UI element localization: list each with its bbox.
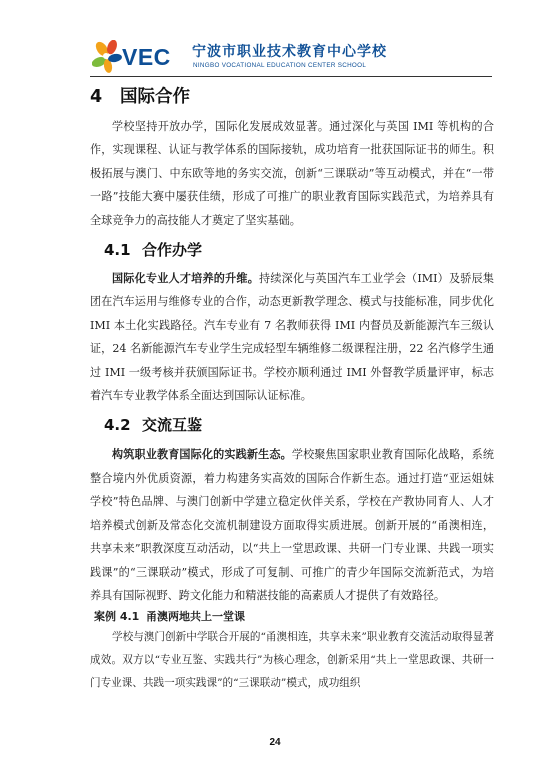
subsection-4-1-paragraph [90, 267, 494, 407]
paragraph-body: 持续深化与英国汽车工业学会（IMI）及骄辰集团在汽车运用与维修专业的合作，动态更新教学理念、模式与技能标准，同步优化 IMI 本土化实践路径。汽车专业有 7 名教师获得 IMI 内督员及新能源汽车三级认证，24 名新能源汽车专业学生完成轻型车辆维修二级课程注册，22 名汽修学生通过 IMI 一级考核并获颁国际证书。学校亦顺利通过 IMI 外督教学质量评审，标志着汽车专业教学体系全面达到国际认证标准。 [90, 272, 494, 403]
case-paragraph: 学校与澳门创新中学联合开展的“甬澳相连，共享未来”职业教育交流活动取得显著成效。双方以“专业互鉴、实践共行”为核心理念，创新采用“共上一堂思政课、共研一门专业课、共践一项实践课”的“三课联动”模式，成功组织 [90, 631, 494, 690]
logo-text: VEC [122, 44, 171, 70]
subsection-heading-4-1 [90, 240, 494, 260]
page-content [90, 84, 494, 695]
header-divider [90, 76, 492, 77]
subsection-4-2-paragraph [90, 443, 494, 607]
paragraph-body: 学校聚焦国家职业教育国际化战略，系统整合境内外优质资源，着力构建务实高效的国际合作新生态。通过打造“亚运姐妹学校”特色品牌、与澳门创新中学建立稳定伙伴关系，学校在产教协同育人、人才培养模式创新及常态化交流机制建设方面取得实质进展。创新开展的“甬澳相连，共享未来”职教深度互动活动，以“共上一堂思政课、共研一门专业课、共践一项实践课”的“三课联动”模式，形成了可复制、可推广的青少年国际交流新范式，为培养具有国际视野、跨文化能力和精湛技能的高素质人才提供了有效路径。 [90, 448, 494, 602]
case-number: 案例 4.1 [94, 610, 140, 624]
subsection-title: 合作办学 [142, 241, 203, 260]
subsection-number: 4.1 [104, 241, 131, 260]
section-title: 国际合作 [120, 87, 190, 107]
school-name-en: NINGBO VOCATIONAL EDUCATION CENTER SCHOOL [193, 62, 367, 69]
section-intro: 学校坚持开放办学，国际化发展成效显著。通过深化与英国 IMI 等机构的合作，实现课程、认证与教学体系的国际接轨，成功培育一批获国际证书的师生。积极拓展与澳门、中东欧等地的务实交流，创新“三课联动”等互动模式，并在“一带一路”技能大赛中屡获佳绩，形成了可推广的职业教育国际实践范式，为培养具有全球竞争力的高技能人才奠定了坚实基础。 [90, 120, 494, 227]
paragraph-lead: 构筑职业教育国际化的实践新生态。 [112, 448, 292, 462]
page-number: 24 [269, 737, 281, 748]
section-number: 4 [90, 87, 103, 107]
case-heading [90, 609, 494, 625]
subsection-heading-4-2 [90, 415, 494, 435]
school-name-cn: 宁波市职业技术教育中心学校 [192, 44, 387, 60]
section-heading [90, 84, 494, 110]
page-header [92, 40, 492, 76]
case-title: 甬澳两地共上一堂课 [146, 610, 245, 624]
subsection-number: 4.2 [104, 416, 131, 435]
subsection-title: 交流互鉴 [142, 416, 203, 435]
paragraph-lead: 国际化专业人才培养的升维。 [112, 272, 260, 286]
